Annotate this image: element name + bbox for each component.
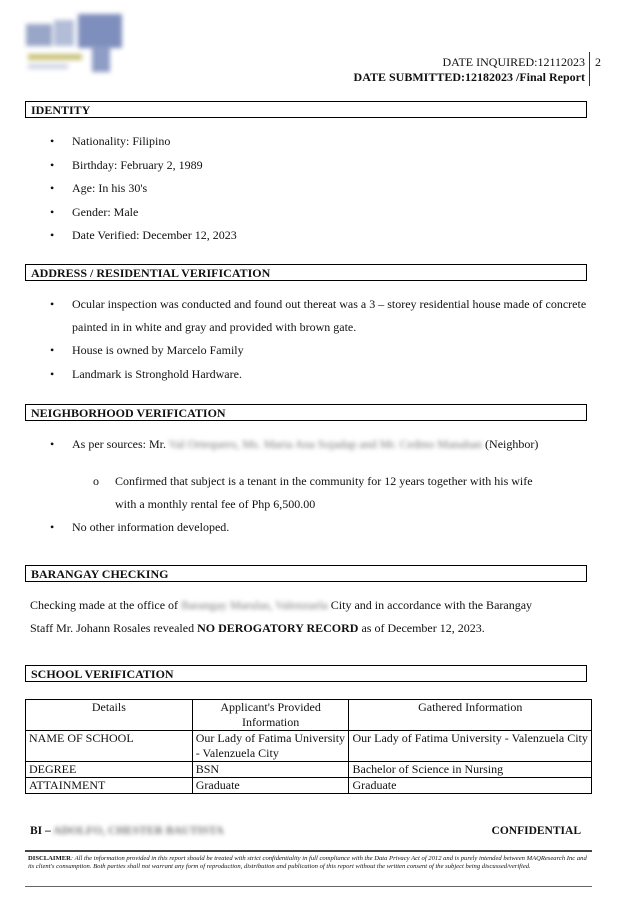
list-item: • Nationality: Filipino — [50, 134, 171, 148]
table-cell: Graduate — [349, 778, 592, 794]
school-verification-table — [25, 699, 592, 794]
list-item: • Age: In his 30's — [50, 181, 148, 195]
confidential-label: CONFIDENTIAL — [491, 825, 581, 837]
address-list — [0, 293, 592, 386]
barangay-line-1: Checking made at the office of Barangay Marulas, Valenzuela City and in accordance with the Barangay — [30, 598, 533, 612]
column-header: Details — [26, 700, 193, 731]
table-row — [26, 762, 592, 778]
footer-divider — [25, 850, 592, 852]
list-item: • Date Verified: December 12, 2023 — [50, 228, 237, 242]
table-cell: Bachelor of Science in Nursing — [349, 762, 592, 778]
list-item: • Gender: Male — [50, 204, 139, 219]
neighbor-rental-fee: with a monthly rental fee of Php 6,500.00 — [115, 497, 316, 511]
list-item: • Birthday: February 2, 1989 — [50, 157, 203, 172]
table-header-row — [26, 700, 592, 731]
list-item: • House is owned by Marcelo Family — [50, 343, 244, 357]
table-cell: BSN — [192, 762, 349, 778]
section-barangay-title: BARANGAY CHECKING — [25, 565, 587, 582]
table-row — [26, 778, 592, 794]
date-inquired: DATE INQUIRED:12112023 — [442, 55, 585, 69]
company-logo-icon — [22, 10, 134, 80]
no-derogatory-record: NO DEROGATORY RECORD — [197, 621, 359, 635]
list-item: • Ocular inspection was conducted and found out thereat was a 3 – storey residential house made of concrete painted in in white and gray and provided with brown gate. — [50, 297, 587, 334]
page-number: 2 — [595, 55, 601, 69]
page-divider — [589, 52, 590, 86]
section-neighborhood-title: NEIGHBORHOOD VERIFICATION — [25, 404, 587, 421]
footer-subject: BI – ADOLFO, CHESTER BAUTISTA — [30, 825, 224, 837]
table-cell: Our Lady of Fatima University - Valenzuela City — [349, 731, 592, 762]
disclaimer: DISCLAIMER: All the information provided in this report should be treated with strict confidentiality in full compliance with the Data Privacy Act of 2012 and is purely intended between MAQResearch Inc and its client's consumption. Both parties shall not warrant any form of reproduction, distribution and publication of this report without the written consent of the subject being discussed/verified. — [28, 855, 587, 870]
redacted-barangay: Barangay Marulas, Valenzuela — [181, 598, 328, 612]
redacted-names: Val Ortequero, Ms. Maria Ana Sojadap and Mr. Cedmo Manahan — [168, 437, 483, 451]
report-dates — [354, 55, 585, 85]
barangay-line-2: Staff Mr. Johann Rosales revealed NO DEROGATORY RECORD as of December 12, 2023. — [30, 621, 485, 635]
table-cell: DEGREE — [26, 762, 193, 778]
footer-divider-bottom — [25, 886, 592, 887]
section-school-title: SCHOOL VERIFICATION — [25, 665, 587, 682]
identity-list — [0, 130, 592, 248]
list-item: • Landmark is Stronghold Hardware. — [50, 366, 242, 381]
table-cell: Our Lady of Fatima University - Valenzuela City — [192, 731, 349, 762]
date-submitted: DATE SUBMITTED:12182023 /Final Report — [353, 70, 585, 84]
neighbor-confirmation: o Confirmed that subject is a tenant in the community for 12 years together with his wife — [93, 474, 533, 488]
neighbor-sources: • As per sources: Mr. Val Ortequero, Ms. Maria Ana Sojadap and Mr. Cedmo Manahan (Neighbor) — [50, 437, 539, 451]
section-identity-title: IDENTITY — [25, 101, 587, 118]
column-header: Applicant's Provided Information — [192, 700, 349, 731]
table-row — [26, 731, 592, 762]
table-cell: NAME OF SCHOOL — [26, 731, 193, 762]
section-address-title: ADDRESS / RESIDENTIAL VERIFICATION — [25, 264, 587, 281]
column-header: Gathered Information — [349, 700, 592, 731]
redacted-subject-name: ADOLFO, CHESTER BAUTISTA — [53, 825, 224, 837]
neighbor-other: • No other information developed. — [50, 520, 230, 534]
table-cell: ATTAINMENT — [26, 778, 193, 794]
table-cell: Graduate — [192, 778, 349, 794]
